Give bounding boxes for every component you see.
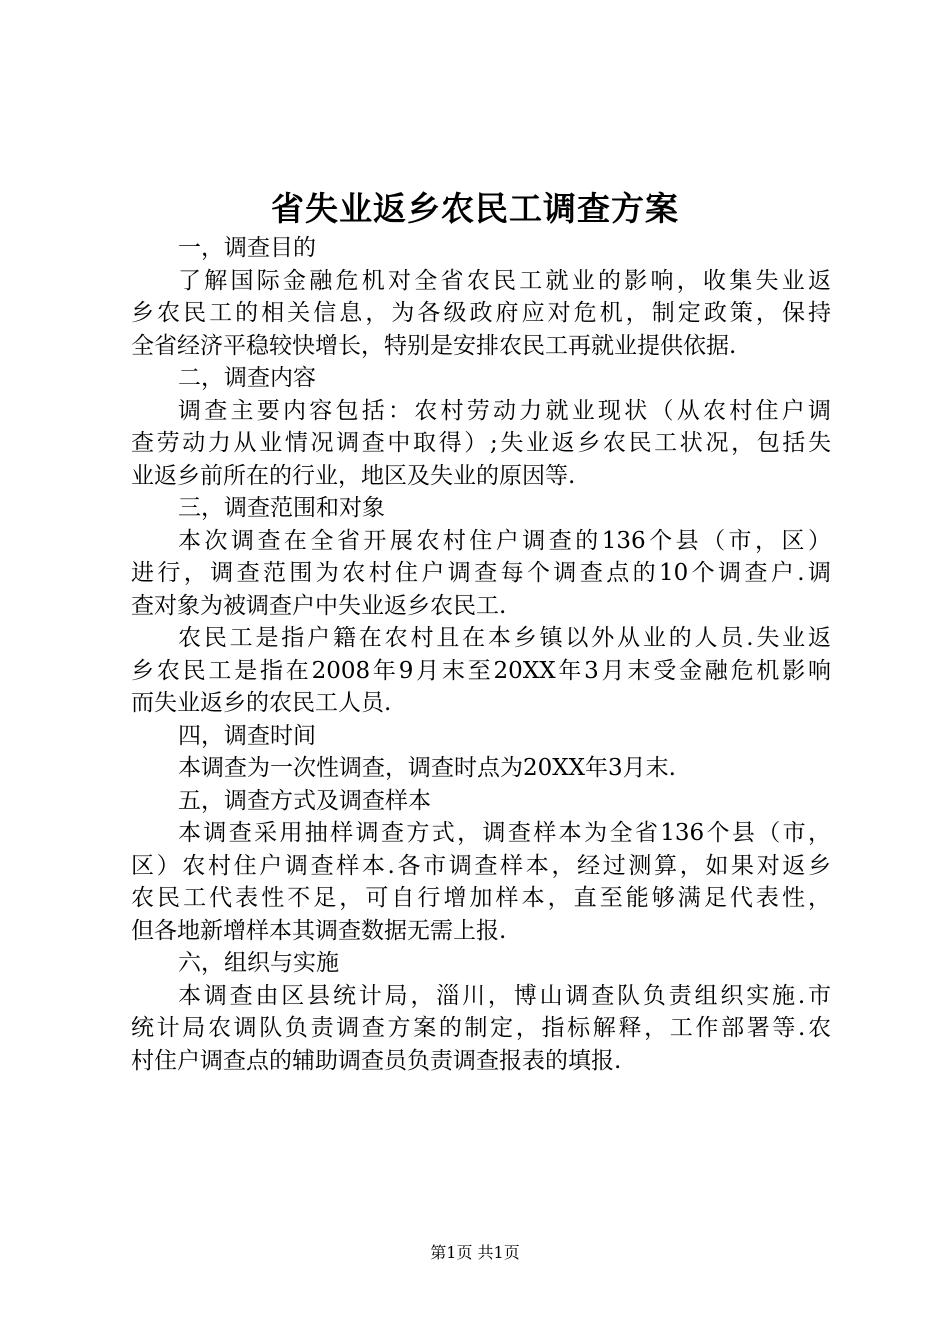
paragraph-line: 查对象为被调查户中失业返乡农民工. [131, 592, 507, 619]
paragraph-line: 全省经济平稳较快增长，特别是安排农民工再就业提供依据. [131, 332, 737, 359]
paragraph-line: 本调查为一次性调查，调查时点为20XX年3月末. [178, 755, 676, 781]
section-heading: 六，组织与实施 [178, 950, 339, 976]
paragraph-line: 业返乡前所在的行业，地区及失业的原因等. [131, 462, 576, 489]
paragraph-line: 而失业返乡的农民工人员. [131, 690, 392, 716]
paragraph-line: 调查主要内容包括：农村劳动力就业现状（从农村住户调 [178, 397, 831, 424]
section-heading: 四，调查时间 [178, 722, 316, 749]
section-heading: 五，调查方式及调查样本 [178, 787, 431, 814]
paragraph-line: 但各地新增样本其调查数据无需上报. [131, 917, 507, 944]
paragraph-line: 本调查由区县统计局，淄川，博山调查队负责组织实施.市 [178, 982, 831, 1009]
paragraph-line: 村住户调查点的辅助调查员负责调查报表的填报. [131, 1047, 622, 1074]
section-heading: 二，调查内容 [178, 365, 316, 391]
section-heading: 一，调查目的 [178, 235, 316, 261]
paragraph-line: 农民工是指户籍在农村且在本乡镇以外从业的人员.失业返 [178, 625, 831, 651]
paragraph-line: 乡农民工的相关信息，为各级政府应对危机，制定政策，保持 [131, 300, 831, 326]
paragraph-line: 本调查采用抽样调查方式，调查样本为全省136个县（市， [178, 820, 831, 846]
paragraph-line: 乡农民工是指在2008年9月末至20XX年3月末受金融危机影响 [131, 657, 831, 684]
paragraph-line: 查劳动力从业情况调查中取得）;失业返乡农民工状况，包括失 [131, 430, 831, 456]
page-footer: 第1页 共1页 [430, 1243, 520, 1262]
paragraph-line: 了解国际金融危机对全省农民工就业的影响，收集失业返 [178, 267, 831, 294]
document-title: 省失业返乡农民工调查方案 [271, 189, 679, 228]
document-body [131, 232, 831, 1077]
paragraph-line: 区）农村住户调查样本.各市调查样本，经过测算，如果对返乡 [131, 852, 831, 879]
paragraph-line: 统计局农调队负责调查方案的制定，指标解释，工作部署等.农 [131, 1015, 831, 1041]
paragraph-line: 本次调查在全省开展农村住户调查的136个县（市，区） [178, 527, 831, 554]
paragraph-line: 进行，调查范围为农村住户调查每个调查点的10个调查户.调 [131, 560, 831, 586]
paragraph-line: 农民工代表性不足，可自行增加样本，直至能够满足代表性， [131, 885, 831, 911]
section-heading: 三，调查范围和对象 [178, 495, 385, 521]
